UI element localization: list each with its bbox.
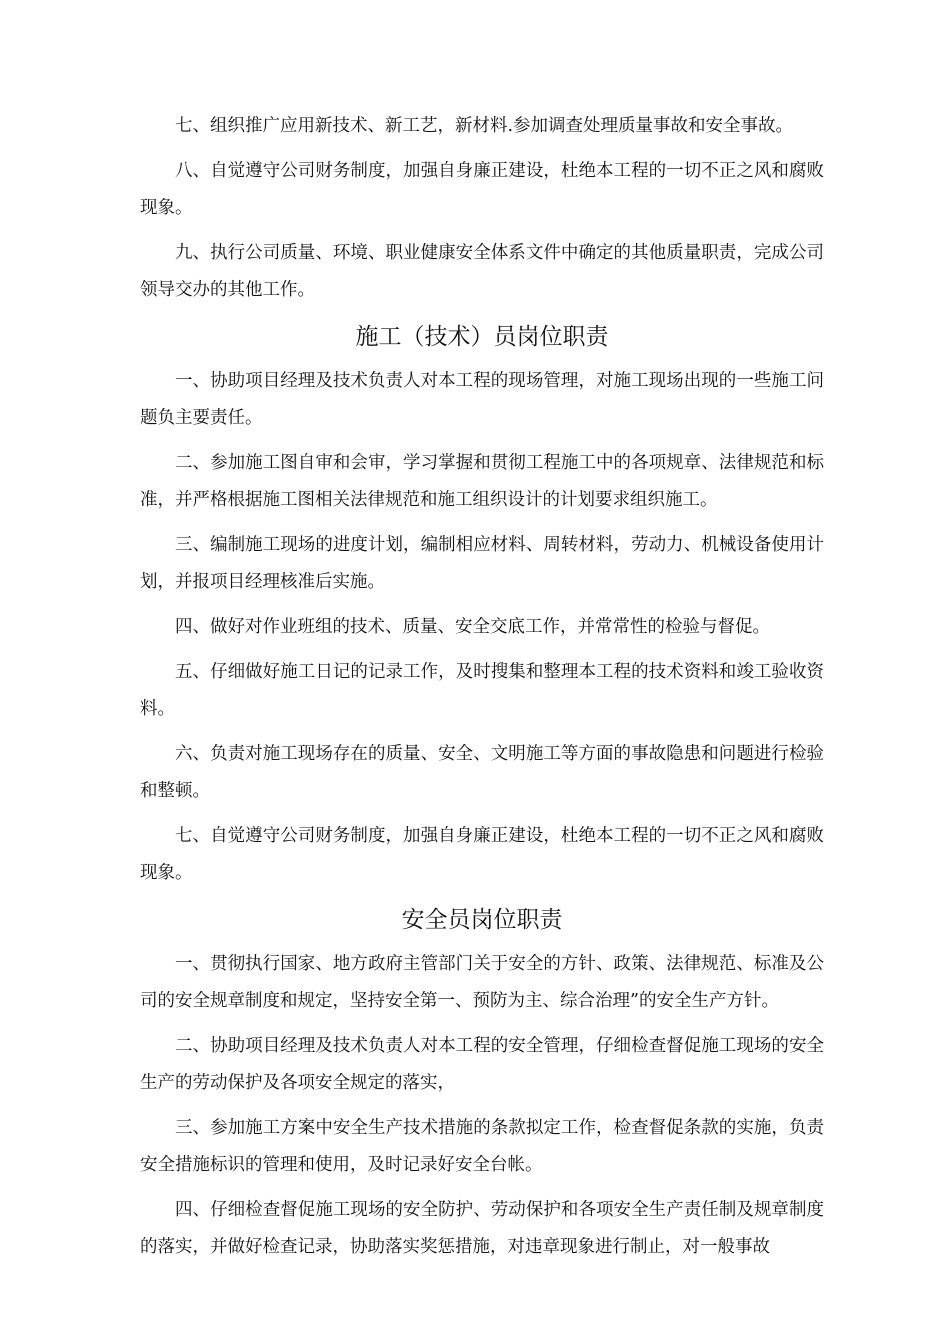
paragraph: 三、参加施工方案中安全生产技术措施的条款拟定工作，检查督促条款的实施，负责安全措施标识的管理和使用，及时记录好安全台帐。: [140, 1118, 824, 1175]
paragraph: 二、协助项目经理及技术负责人对本工程的安全管理，仔细检查督促施工现场的安全生产的劳动保护及各项安全规定的落实，: [140, 1036, 824, 1093]
paragraph: 三、编制施工现场的进度计划，编制相应材料、周转材料，劳动力、机械设备使用计划，并报项目经理核准后实施。: [140, 535, 824, 592]
section-safety-officer: [140, 900, 824, 1266]
section-construction-technician: [140, 317, 824, 892]
paragraph: 四、做好对作业班组的技术、质量、安全交底工作，并常常性的检验与督促。: [175, 617, 770, 637]
paragraph: 七、组织推广应用新技术、新工艺，新材料.参加调查处理质量事故和安全事故。: [175, 116, 794, 136]
section-title: 安全员岗位职责: [401, 907, 563, 933]
paragraph: 四、仔细检查督促施工现场的安全防护、劳动保护和各项安全生产责任制及规章制度的落实，并做好检查记录，协助落实奖惩措施，对违章现象进行制止，对一般事故: [140, 1200, 824, 1257]
paragraph: 五、仔细做好施工日记的记录工作，及时搜集和整理本工程的技术资料和竣工验收资料。: [140, 662, 824, 719]
section-title: 施工（技术）员岗位职责: [355, 324, 609, 350]
paragraph: 九、执行公司质量、环境、职业健康安全体系文件中确定的其他质量职责，完成公司领导交办的其他工作。: [140, 243, 824, 300]
paragraph: 七、自觉遵守公司财务制度，加强自身廉正建设，杜绝本工程的一切不正之风和腐败现象。: [140, 826, 824, 883]
paragraph: 六、负责对施工现场存在的质量、安全、文明施工等方面的事故隐患和问题进行检验和整顿。: [140, 744, 824, 801]
paragraph: 一、贯彻执行国家、地方政府主管部门关于安全的方针、政策、法律规范、标准及公司的安全规章制度和规定，坚持安全第一、预防为主、综合治理”的安全生产方针。: [140, 954, 824, 1011]
paragraph: 二、参加施工图自审和会审，学习掌握和贯彻工程施工中的各项规章、法律规范和标准，并严格根据施工图相关法律规范和施工组织设计的计划要求组织施工。: [140, 453, 824, 510]
paragraph: 一、协助项目经理及技术负责人对本工程的现场管理，对施工现场出现的一些施工问题负主要责任。: [140, 371, 824, 428]
document-page: [140, 108, 824, 1274]
section-continued: [140, 108, 824, 309]
paragraph: 八、自觉遵守公司财务制度，加强自身廉正建设，杜绝本工程的一切不正之风和腐败现象。: [140, 161, 824, 218]
